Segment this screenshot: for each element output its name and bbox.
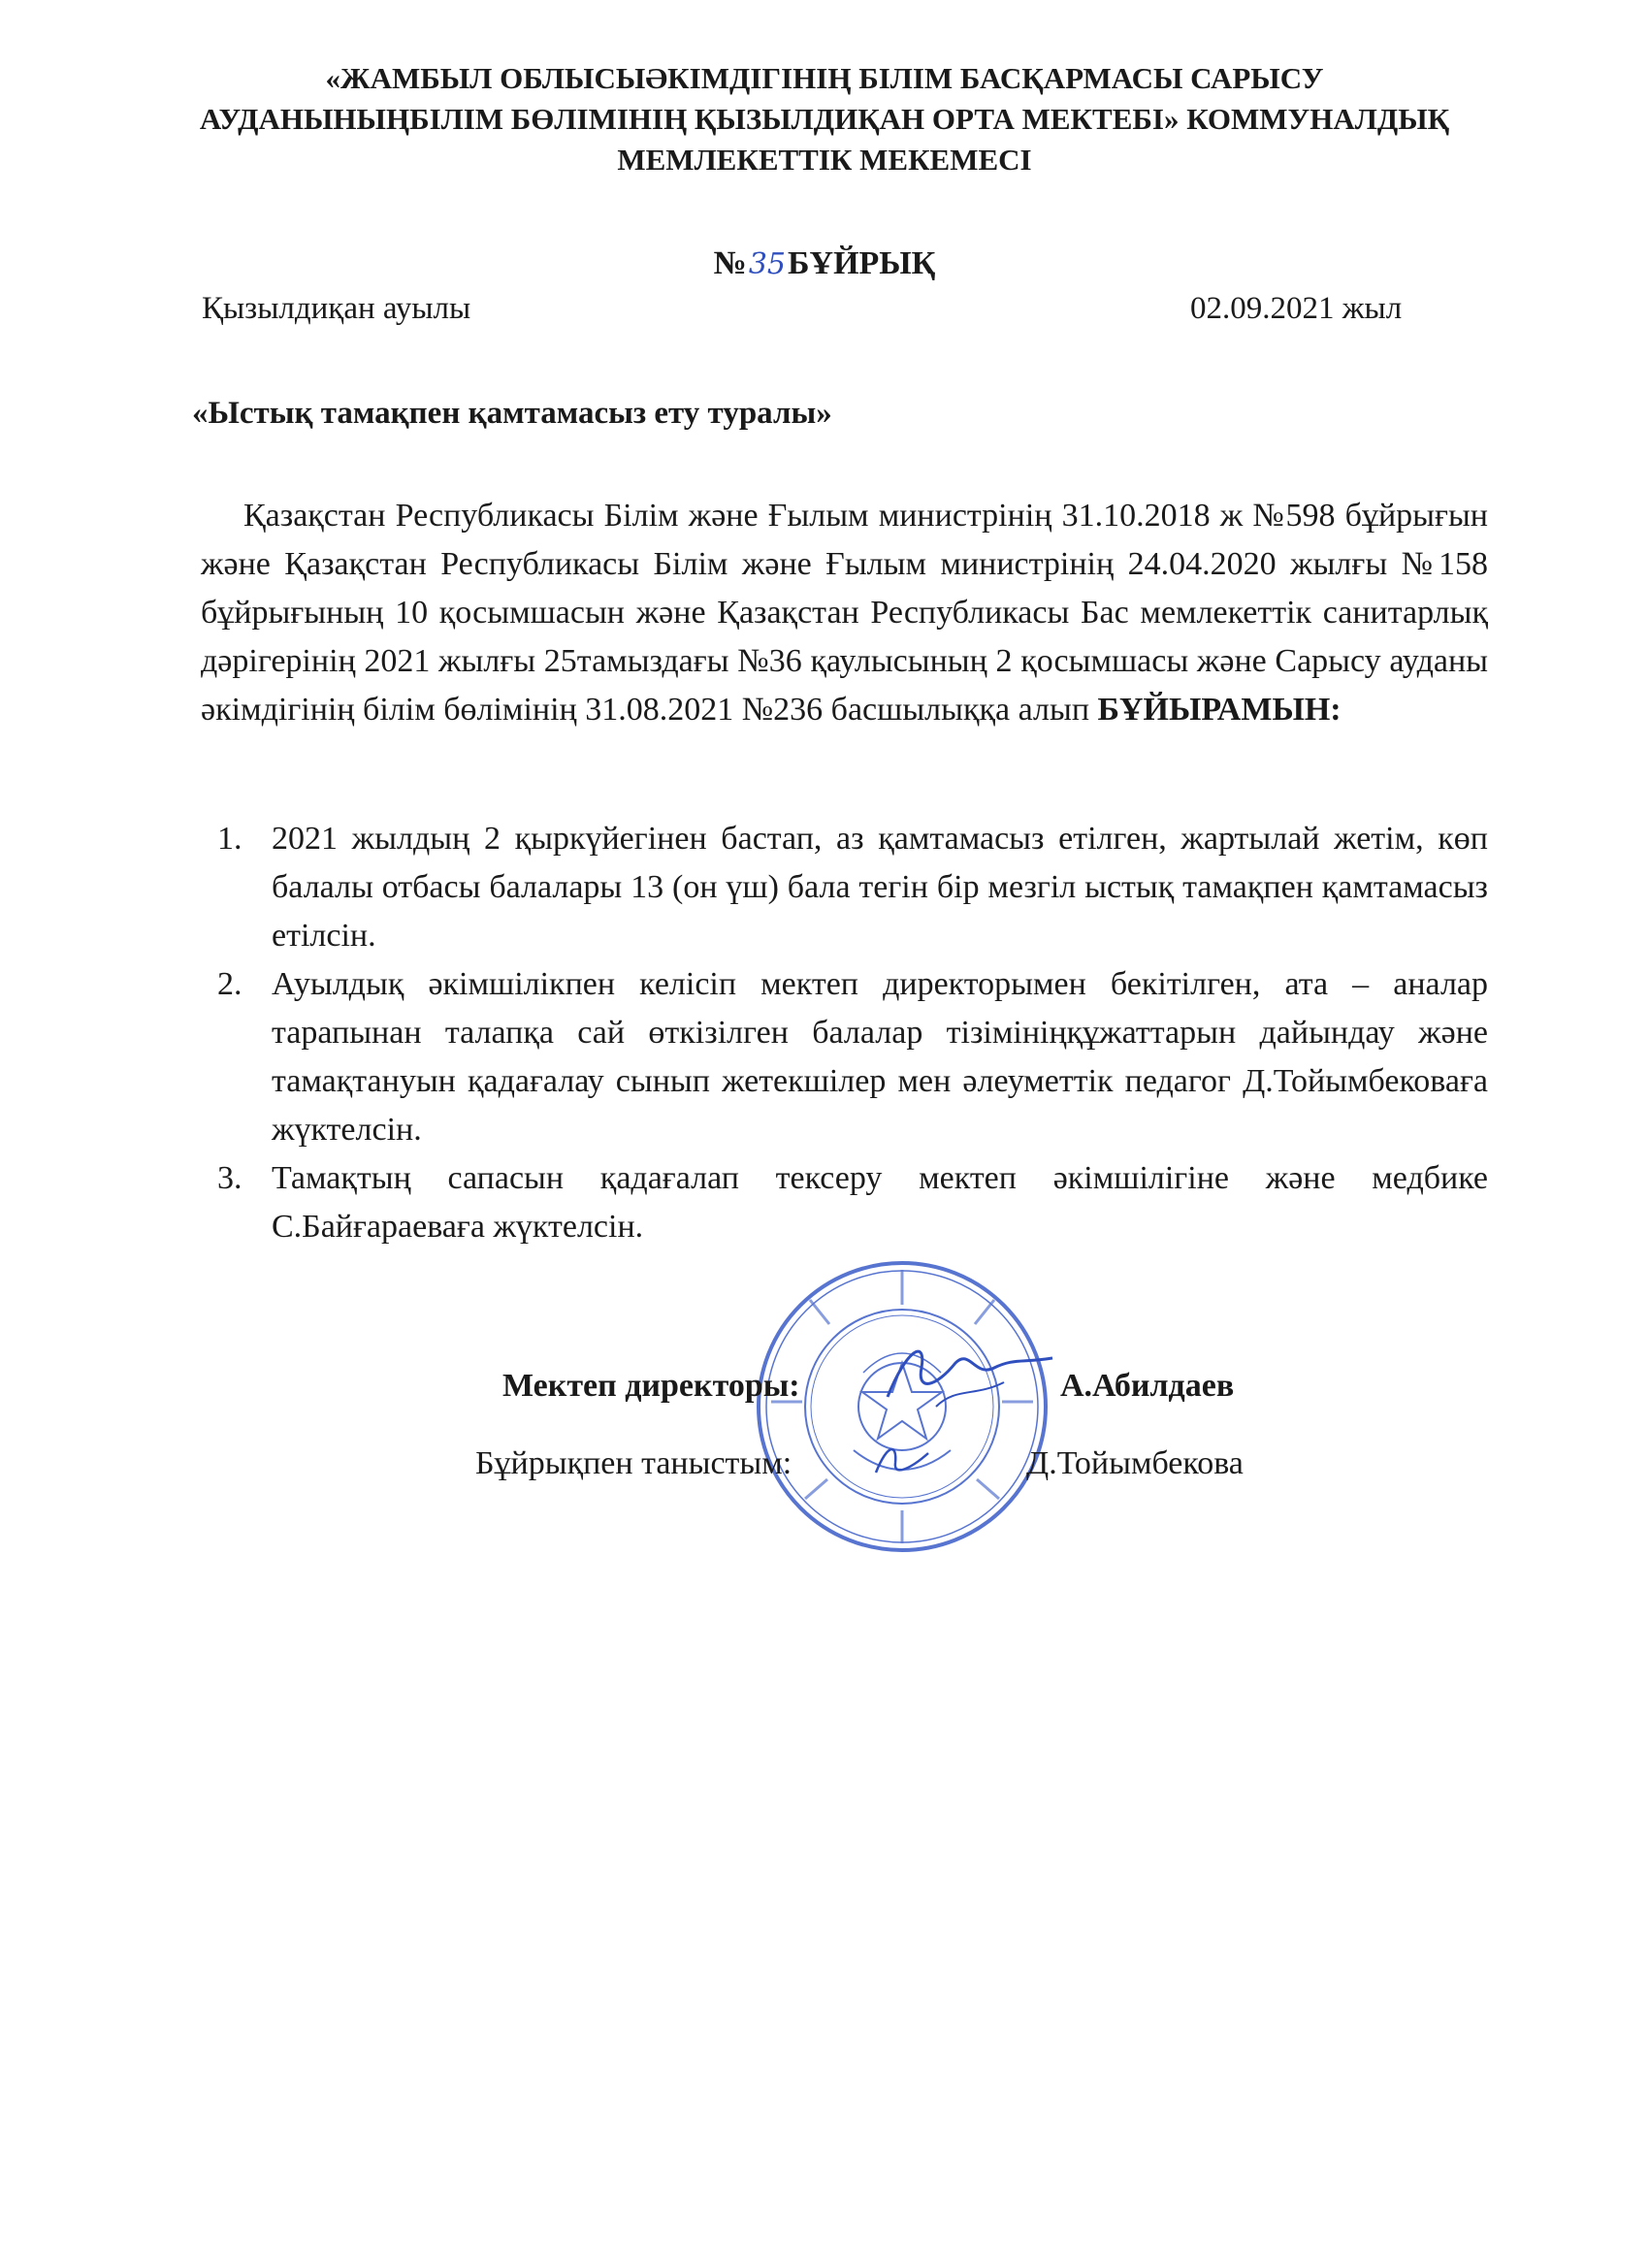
list-item-number: 3. — [217, 1160, 242, 1196]
order-number-handwritten: 35 — [748, 247, 787, 281]
order-number-sign: № — [713, 245, 747, 281]
list-item-number: 1. — [217, 821, 242, 857]
header-line-1: «ЖАМБЫЛ ОБЛЫСЫӘКІМДІГІНІҢ БІЛІМ БАСҚАРМАСЫ САРЫСУ — [325, 61, 1324, 95]
director-signature-icon — [878, 1329, 1062, 1416]
header-line-2: АУДАНЫНЫҢБІЛІМ БӨЛІМІНІҢ ҚЫЗЫЛДИҚАН ОРТА МЕКТЕБІ» КОММУНАЛДЫҚ — [199, 102, 1450, 136]
list-item-text: 2021 жылдың 2 қыркүйегінен бастап, аз қамтамасыз етілген, жартылай жетім, көп балалы отбасы балалары 13 (он үш) бала тегін бір мезгіл ыстық тамақпен қамтамасыз етілсін. — [272, 821, 1488, 954]
list-item — [201, 815, 1488, 960]
list-item-text: Тамақтың сапасын қадағалап тексеру мектеп әкімшілігіне және медбике С.Байғараеваға жүктелсін. — [272, 1160, 1488, 1245]
order-title — [0, 245, 1649, 282]
director-label: Мектеп директоры: — [502, 1368, 800, 1404]
order-items-list — [201, 815, 1488, 1251]
order-subject: «Ыстық тамақпен қамтамасыз ету туралы» — [192, 396, 832, 431]
list-item — [201, 960, 1488, 1154]
list-item — [201, 1154, 1488, 1251]
list-item-text: Ауылдық әкімшілікпен келісіп мектеп директорымен бекітілген, ата – аналар тарапынан талапқа сай өткізілген балалар тізімініңқұжаттарын дайындау және тамақтануын қадағалау сынып жетекшілер мен әлеуметтік педагог Д.Тойымбековаға жүктелсін. — [272, 966, 1488, 1148]
acknowledgement-name: Д.Тойымбекова — [1026, 1445, 1244, 1481]
acknowledgement-label: Бұйрықпен таныстым: — [475, 1445, 792, 1481]
body-paragraph — [201, 492, 1488, 734]
organization-header — [146, 58, 1504, 180]
place-name: Қызылдиқан ауылы — [202, 291, 471, 326]
order-title-text: БҰЙРЫҚ — [788, 245, 936, 281]
command-word: БҰЙЫРАМЫН: — [1097, 692, 1342, 728]
body-text: Қазақстан Республикасы Білім және Ғылым министрінің 31.10.2018 ж №598 бұйрығын және Қазақстан Республикасы Білім және Ғылым министрінің 24.04.2020 жылғы №158 бұйрығының 10 қосымшасын және Қазақстан Республикасы Бас мемлекеттік санитарлық дәрігерінің 2021 жылғы 25тамыздағы №36 қаулысының 2 қосымшасы және Сарысу ауданы әкімдігінің білім бөлімінің 31.08.2021 №236 басшылыққа алып — [201, 498, 1488, 728]
order-date: 02.09.2021 жыл — [1190, 291, 1403, 326]
list-item-number: 2. — [217, 966, 242, 1002]
acknowledgement-signature-icon — [868, 1434, 936, 1487]
director-name: А.Абилдаев — [1060, 1368, 1235, 1404]
header-line-3: МЕМЛЕКЕТТІК МЕКЕМЕСІ — [617, 143, 1032, 177]
